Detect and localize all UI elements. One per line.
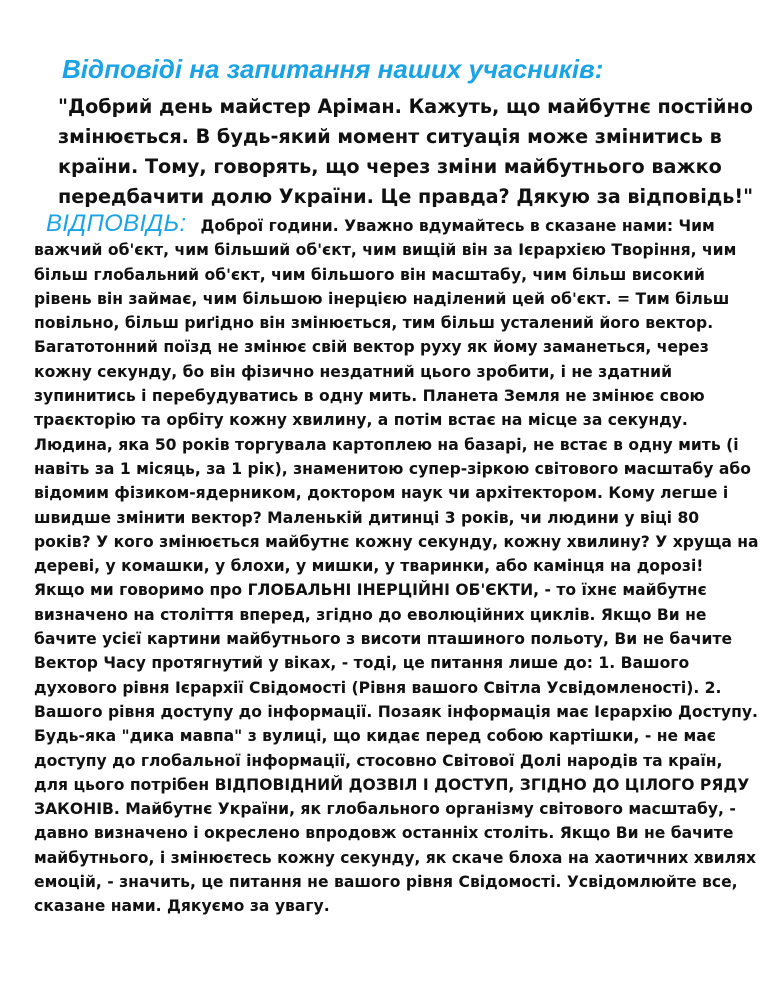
- page-title: Відповіді на запитання наших учасників:: [62, 54, 604, 84]
- answer-text: Доброї години. Уважно вдумайтесь в сказане нами: Чим важчий об'єкт, чим більший об'єкт, чим вищій він за Ієрархією Творіння, чим більш глобальний об'єкт, чим більшого він масштабу, чим більш високий рівень він займає, чим більшою інерцією наділений цей об'єкт. = Тим більш повільно, більш риґідно він змінюється, тим більш усталений його вектор. Багатотонний поїзд не змінює свій вектор руху як йому заманеться, через кожну секунду, бо він фізично нездатний цього зробити, і не здатний зупинитись і перебудуватись в одну мить. Планета Земля не змінює свою траєкторію та орбіту кожну хвилину, а потім встає на місце за секунду. Людина, яка 50 років торгувала картоплею на базарі, не встає в одну мить (і навіть за 1 місяць, за 1 рік), знаменитою супер-зіркою світового масштабу або відомим фізиком-ядерником, доктором наук чи архітектором. Кому легше і швидше змінити вектор? Маленькій дитинці 3 років, чи людини у віці 80 років? У кого змінюється майбутнє кожну секунду, кожну хвилину? У хруща на дереві, у комашки, у блохи, у мишки, у тваринки, або камінця на дорозі! Якщо ми говоримо про ГЛОБАЛЬНІ ІНЕРЦІЙНІ ОБ'ЄКТИ, - то їхнє майбутнє визначено на століття вперед, згідно до еволюційних циклів. Якщо Ви не бачите усієї картини майбутнього з висоти пташиного польоту, Ви не бачите Вектор Часу протягнутий у віках, - тоді, це питання лише до: 1. Вашого духового рівня Ієрархії Свідомості (Рівня вашого Світла Усвідомленості). 2. Вашого рівня доступу до інформації. Позаяк інформація має Ієрархію Доступу. Будь-яка "дика мавпа" з вулиці, що кидає перед собою картішки, - не має доступу до глобальної інформації, стосовно Світової Долі народів та країн, для цього потрібен ВІДПОВІДНИЙ ДОЗВІЛ І ДОСТУП, ЗГІДНО ДО ЦІЛОГО РЯДУ ЗАКОНІВ. Майбутнє України, як глобального організму світового масштабу, - давно визначено і окреслено впродовж останніх століть. Якщо Ви не бачите майбутнього, і змінюєтесь кожну секунду, як скаче блоха на хаотичних хвилях емоцій, - значить, це питання не вашого рівня Свідомості. Усвідомлюйте все, сказане нами. Дякуємо за увагу.: [34, 217, 759, 916]
- question-text: "Добрий день майстер Аріман. Кажуть, що майбутнє постійно змінюється. В будь-який момент ситуація може змінитись в країни. Тому, говорять, що через зміни майбутнього важко передбачити долю України. Це правда? Дякую за відповідь!": [58, 95, 754, 208]
- answer-block: [34, 212, 759, 919]
- answer-label: ВІДПОВІДЬ:: [46, 210, 187, 237]
